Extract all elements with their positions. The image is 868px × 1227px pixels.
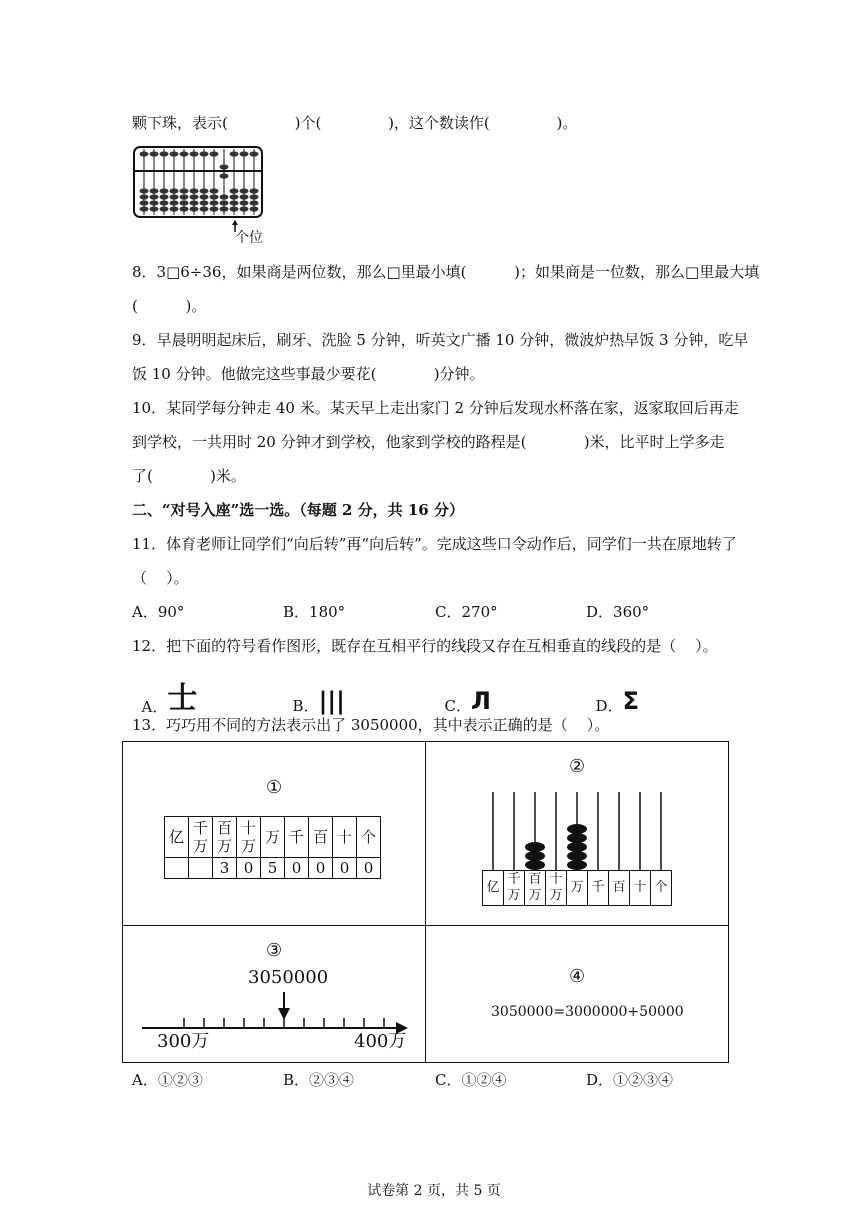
abacus-lower-bead (210, 188, 219, 193)
place-value-digit: 0 (357, 858, 381, 879)
q13-option-c: C．①②④ (435, 1071, 507, 1089)
q10-line3: 了( )米。 (132, 467, 246, 485)
counting-frame-label: 亿 (483, 871, 504, 906)
q12-option-d-label: D． (595, 697, 623, 715)
q8-line2: ( )。 (132, 297, 207, 315)
abacus-lower-bead (170, 206, 179, 211)
panel-4-equation: 3050000=3000000+50000 (491, 1004, 684, 1020)
abacus-lower-bead (160, 194, 169, 199)
place-value-digit: 3 (213, 858, 237, 879)
panel-3-mark: ③ (266, 940, 283, 961)
abacus-upper-bead (180, 151, 189, 156)
q9-line2: 饭 10 分钟。他做完这些事最少要花( )分钟。 (132, 365, 485, 383)
q12-option-d (586, 673, 639, 716)
abacus-upper-bead (230, 151, 239, 156)
abacus-lower-bead (250, 188, 259, 193)
q12-symbol-b: ||| (318, 687, 345, 715)
abacus-upper-bead (140, 151, 149, 156)
abacus-lower-bead (240, 200, 249, 205)
q11-line2: （ ）。 (132, 569, 189, 587)
place-value-header: 百 万 (213, 817, 237, 858)
counting-frame-bead (567, 851, 587, 861)
abacus-lower-bead (150, 206, 159, 211)
abacus-lower-bead (200, 194, 209, 199)
abacus-upper-bead (150, 151, 159, 156)
q12-option-c-label: C． (444, 697, 472, 715)
q10-line2: 到学校，一共用时 20 分钟才到学校，他家到学校的路程是( )米，比平时上学多走 (132, 433, 725, 451)
abacus-upper-bead (240, 151, 249, 156)
q12-option-c (435, 673, 491, 716)
counting-frame-bead (525, 860, 545, 870)
abacus-lower-bead (200, 188, 209, 193)
abacus-lower-bead (180, 200, 189, 205)
number-line (140, 988, 410, 1036)
abacus-lower-bead (170, 200, 179, 205)
place-value-header: 百 (309, 817, 333, 858)
counting-frame-bead (567, 824, 587, 834)
abacus-lower-bead (150, 188, 159, 193)
abacus-lower-bead (200, 200, 209, 205)
abacus-lower-bead (230, 206, 239, 211)
counting-frame-label-row (483, 871, 672, 906)
counting-frame-bead (567, 860, 587, 870)
place-value-header: 千 万 (189, 817, 213, 858)
counting-frame-label: 百 万 (525, 871, 546, 906)
q13-option-d: D．①②③④ (586, 1071, 674, 1089)
place-value-digit: 0 (333, 858, 357, 879)
q8-line1: 8．3□6÷36，如果商是两位数，那么□里最小填( )；如果商是一位数，那么□里最大填 (132, 263, 760, 281)
abacus-upper-bead (190, 151, 199, 156)
panel-1-mark: ① (266, 777, 283, 798)
abacus-lower-bead (150, 194, 159, 199)
abacus-upper-bead (220, 164, 229, 169)
place-value-digit: 5 (261, 858, 285, 879)
counting-frame (482, 790, 672, 875)
number-line-right-label: 400万 (354, 1031, 407, 1052)
abacus-label: 个位 (235, 230, 263, 246)
abacus-lower-bead (210, 194, 219, 199)
counting-frame-bead (525, 842, 545, 852)
abacus-lower-bead (170, 188, 179, 193)
abacus-lower-bead (210, 206, 219, 211)
abacus-lower-bead (230, 188, 239, 193)
place-value-header: 十 (333, 817, 357, 858)
q13-panel-4 (425, 925, 729, 1063)
q10-line1: 10．某同学每分钟走 40 米。某天早上走出家门 2 分钟后发现水杯落在家，返家取回后再走 (132, 399, 739, 417)
number-line-left-label: 300万 (157, 1031, 210, 1052)
place-value-header: 亿 (165, 817, 189, 858)
q12-line1: 12．把下面的符号看作图形，既存在互相平行的线段又存在互相垂直的线段的是（ ）。 (132, 637, 718, 655)
abacus-lower-bead (240, 206, 249, 211)
counting-frame-bead (567, 833, 587, 843)
abacus-lower-bead (250, 200, 259, 205)
abacus-lower-bead (140, 206, 149, 211)
q13-option-b: B．②③④ (283, 1071, 355, 1089)
q12-symbol-d: Σ (622, 687, 639, 715)
abacus-lower-bead (240, 194, 249, 199)
counting-frame-label: 个 (651, 871, 672, 906)
panel-2-mark: ② (569, 756, 586, 777)
place-value-header: 十 万 (237, 817, 261, 858)
abacus-upper-bead (250, 151, 259, 156)
abacus-lower-bead (150, 200, 159, 205)
q11-option-c: C．270° (435, 603, 498, 621)
place-value-digit (165, 858, 189, 879)
abacus-lower-bead (220, 173, 229, 178)
q12-symbol-c: Л (471, 687, 491, 715)
abacus-lower-bead (190, 188, 199, 193)
abacus-upper-bead (170, 151, 179, 156)
abacus-lower-bead (190, 200, 199, 205)
abacus-lower-bead (220, 194, 229, 199)
q12-option-a-label: A． (141, 698, 168, 716)
abacus-lower-bead (140, 200, 149, 205)
section-2-title: 二、“对号入座”选一选。（每题 2 分，共 16 分） (132, 501, 464, 519)
counting-frame-label: 千 万 (504, 871, 525, 906)
abacus-lower-bead (190, 206, 199, 211)
q7-line1: 颗下珠，表示( )个( )，这个数读作( )。 (132, 114, 578, 132)
abacus-lower-bead (210, 200, 219, 205)
place-value-header: 千 (285, 817, 309, 858)
abacus-lower-bead (190, 194, 199, 199)
abacus-lower-bead (200, 206, 209, 211)
place-value-digit (189, 858, 213, 879)
counting-frame-bead (525, 851, 545, 861)
abacus-upper-bead (160, 151, 169, 156)
q12-option-b-label: B． (292, 697, 319, 715)
abacus-lower-bead (230, 200, 239, 205)
abacus-lower-bead (160, 188, 169, 193)
abacus-lower-bead (160, 206, 169, 211)
q11-line1: 11．体育老师让同学们“向后转”再“向后转”。完成这些口令动作后，同学们一共在原地转了 (132, 535, 737, 553)
counting-frame-label: 万 (567, 871, 588, 906)
abacus-lower-bead (220, 200, 229, 205)
abacus-lower-bead (180, 206, 189, 211)
place-value-header: 个 (357, 817, 381, 858)
counting-frame-bead (567, 842, 587, 852)
q11-option-a: A．90° (132, 603, 185, 621)
panel-4-mark: ④ (569, 966, 586, 987)
abacus-upper-bead (210, 151, 219, 156)
abacus-upper-bead (200, 151, 209, 156)
place-value-digit: 0 (285, 858, 309, 879)
q9-line1: 9．早晨明明起床后，刷牙、洗脸 5 分钟，听英文广播 10 分钟，微波炉热早饭 3 分钟，吃早 (132, 331, 749, 349)
q11-option-d: D．360° (586, 603, 650, 621)
abacus-lower-bead (220, 206, 229, 211)
q12-option-b (283, 673, 345, 716)
counting-frame-labels (482, 870, 672, 906)
counting-frame-label: 百 (609, 871, 630, 906)
counting-frame-label: 十 (630, 871, 651, 906)
abacus-lower-bead (250, 206, 259, 211)
place-value-header-row (165, 817, 381, 858)
abacus-lower-bead (230, 194, 239, 199)
number-line-arrow-label: 3050000 (248, 967, 329, 988)
page-footer: 试卷第 2 页，共 5 页 (367, 1183, 501, 1199)
q13-option-a: A．①②③ (132, 1071, 203, 1089)
place-value-table (164, 816, 381, 879)
abacus-lower-bead (140, 194, 149, 199)
place-value-digit-row (165, 858, 381, 879)
q12-symbol-a: 士 (167, 681, 198, 716)
abacus-lower-bead (180, 194, 189, 199)
abacus-lower-bead (160, 200, 169, 205)
place-value-digit: 0 (309, 858, 333, 879)
abacus-lower-bead (250, 194, 259, 199)
abacus-lower-bead (240, 188, 249, 193)
q11-option-b: B．180° (283, 603, 346, 621)
counting-frame-label: 千 (588, 871, 609, 906)
place-value-digit: 0 (237, 858, 261, 879)
counting-frame-label: 十 万 (546, 871, 567, 906)
abacus-lower-bead (170, 194, 179, 199)
abacus-lower-bead (180, 188, 189, 193)
abacus-lower-bead (140, 188, 149, 193)
place-value-header: 万 (261, 817, 285, 858)
q12-option-a (132, 673, 197, 717)
q13-line1: 13．巧巧用不同的方法表示出了 3050000，其中表示正确的是（ ）。 (132, 716, 610, 734)
